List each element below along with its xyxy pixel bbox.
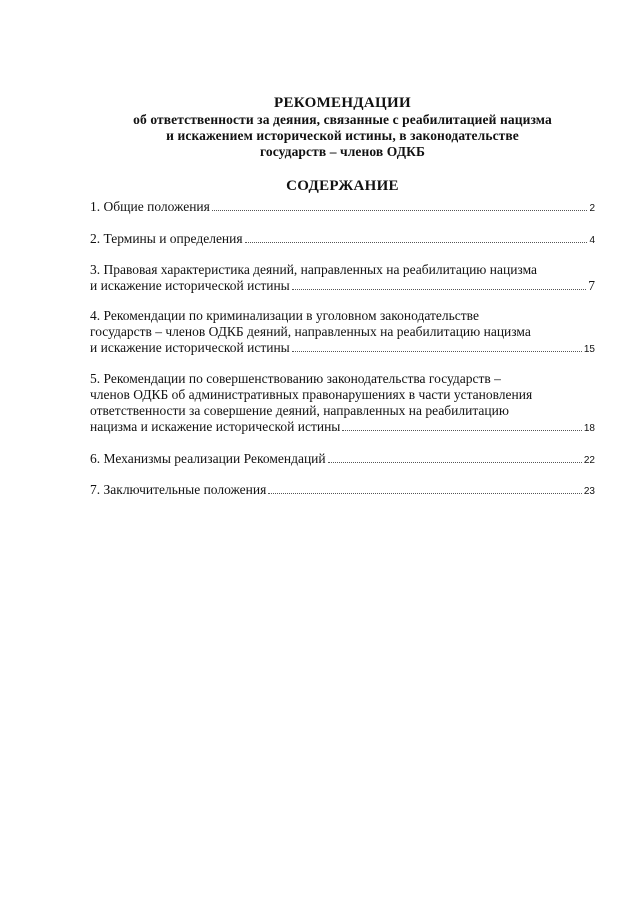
toc-entry-line	[90, 419, 595, 437]
toc-entry-line	[90, 482, 595, 500]
toc-entry-title: 7. Заключительные положения	[90, 482, 267, 497]
dot-leader	[268, 492, 582, 494]
dot-leader	[212, 209, 588, 211]
document-header	[90, 94, 595, 195]
document-subtitle-line-2: и искажением исторической истины, в законодательстве	[166, 128, 519, 143]
toc-entry-title-line-1: 3. Правовая характеристика деяний, направленных на реабилитацию нацизма	[90, 262, 538, 277]
toc-entry-line	[90, 451, 595, 469]
toc-entry-1[interactable]	[90, 199, 595, 217]
toc-entry-4[interactable]	[90, 308, 595, 358]
toc-entry-7[interactable]	[90, 482, 595, 500]
toc-entry-title-last-line: нацизма и искажение исторической истины	[90, 419, 341, 434]
dot-leader	[328, 461, 582, 463]
dot-leader	[292, 350, 582, 352]
toc-entry-6[interactable]	[90, 451, 595, 469]
toc-entry-title-line-1: 4. Рекомендации по криминализации в уголовном законодательстве	[90, 307, 479, 323]
toc-entry-title: 6. Механизмы реализации Рекомендаций	[90, 450, 326, 466]
toc-entry-title-last-line: и искажение исторической истины	[90, 278, 290, 293]
toc-entry-5[interactable]	[90, 371, 595, 437]
toc-entry-title-line-1: 5. Рекомендации по совершенствованию законодательства государств –	[90, 371, 501, 386]
toc-entry-line	[90, 199, 595, 217]
document-title: РЕКОМЕНДАЦИИ	[274, 95, 411, 111]
table-of-contents	[90, 199, 595, 514]
dot-leader	[245, 241, 588, 243]
toc-page-number: 15	[583, 343, 595, 355]
document-subtitle-line-1: об ответственности за деяния, связанные с реабилитацией нацизма	[133, 112, 552, 127]
toc-page-number: 22	[583, 454, 595, 466]
toc-heading: СОДЕРЖАНИЕ	[286, 178, 399, 194]
toc-entry-line	[90, 278, 595, 294]
toc-entry-title: 2. Термины и определения	[90, 230, 243, 246]
toc-entry-3[interactable]	[90, 262, 595, 294]
toc-page-number: 7	[588, 278, 595, 293]
toc-entry-title-line-3: ответственности за совершение деяний, направленных на реабилитацию	[90, 403, 509, 418]
dot-leader	[292, 288, 586, 290]
toc-page-number: 18	[583, 423, 595, 434]
toc-entry-title-line-2: государств – членов ОДКБ деяний, направленных на реабилитацию нацизма	[90, 323, 531, 339]
toc-entry-2[interactable]	[90, 231, 595, 249]
toc-entry-title-line-2: членов ОДКБ об административных правонарушениях в части установления	[90, 387, 533, 402]
toc-entry-line	[90, 340, 595, 358]
toc-entry-title: 1. Общие положения	[90, 199, 210, 214]
toc-page-number: 2	[589, 203, 595, 214]
dot-leader	[342, 429, 581, 431]
toc-entry-line	[90, 231, 595, 249]
toc-page-number: 4	[589, 234, 595, 246]
toc-page-number: 23	[583, 486, 595, 497]
document-subtitle-line-3: государств – членов ОДКБ	[259, 144, 426, 159]
toc-entry-title-last-line: и искажение исторической истины	[90, 339, 290, 355]
